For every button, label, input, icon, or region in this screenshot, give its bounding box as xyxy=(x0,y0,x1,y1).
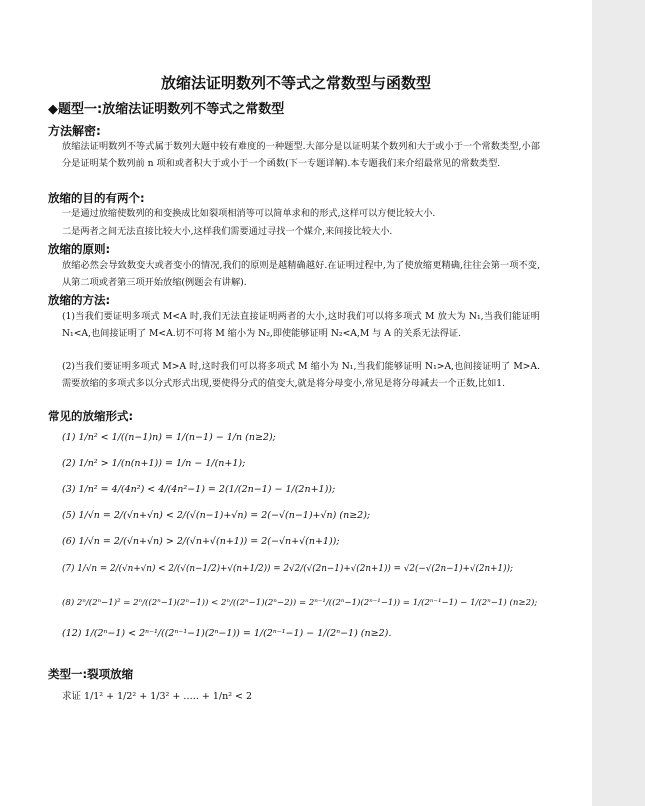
page-title: 放缩法证明数列不等式之常数型与函数型 xyxy=(160,74,431,92)
formula-6: (6) 1/√n = 2/(√n+√n) > 2/(√n+√(n+1)) = 2(−√n+√(n+1)); xyxy=(62,536,340,547)
purpose-line-1: 一是通过放缩使数列的和变换成比如裂项相消等可以简单求和的形式,这样可以方便比较大小. xyxy=(62,208,436,219)
formula-12: (12) 1/(2ⁿ−1) < 2ⁿ⁻¹/((2ⁿ⁻¹−1)(2ⁿ−1)) = 1/(2ⁿ⁻¹−1) − 1/(2ⁿ−1) (n≥2). xyxy=(62,628,392,639)
method-heading: 方法解密: xyxy=(48,124,101,138)
principle-heading: 放缩的原则: xyxy=(48,242,111,256)
principle-text: 放缩必然会导致数变大或者变小的情况,我们的原则是越精确越好.在证明过程中,为了使放缩更精确,往往会第一项不变,从第二项或者第三项开始放缩(例题会有讲解). xyxy=(62,260,540,288)
formula-8: (8) 2ⁿ/(2ⁿ−1)² = 2ⁿ/((2ⁿ−1)(2ⁿ−1)) < 2ⁿ/((2ⁿ−1)(2ⁿ−2)) = 2ⁿ⁻¹/((2ⁿ−1)(2ⁿ⁻¹−1)) = 1/(2ⁿ⁻¹−1) − 1/(2ⁿ−1) (n≥2); xyxy=(62,598,538,608)
common-forms-heading: 常见的放缩形式: xyxy=(48,409,134,423)
purpose-line-2: 二是两者之间无法直接比较大小,这样我们需要通过寻找一个媒介,来间接比较大小. xyxy=(62,226,393,237)
formula-3: (3) 1/n² = 4/(4n²) < 4/(4n²−1) = 2(1/(2n−1) − 1/(2n+1)); xyxy=(62,484,336,495)
formula-5: (5) 1/√n = 2/(√n+√n) < 2/(√(n−1)+√n) = 2(−√(n−1)+√n) (n≥2); xyxy=(62,510,371,521)
approach-paragraph-2: (2)当我们要证明多项式 M>A 时,这时我们可以将多项式 M 缩小为 N₁,当我们能够证明 N₁>A,也间接证明了 M>A.需要放缩的多项式多以分式形式出现,要使得分式的值变大,就是将分母变小,常见是将分母减去一个正数,比如1. xyxy=(62,361,540,389)
formula-7: (7) 1/√n = 2/(√n+√n) < 2/(√(n−1/2)+√(n+1/2)) = 2√2/(√(2n−1)+√(2n+1)) = √2(−√(2n−1)+√(2n+1)); xyxy=(62,564,513,574)
right-margin-gutter xyxy=(592,0,645,806)
formula-1: (1) 1/n² < 1/((n−1)n) = 1/(n−1) − 1/n (n≥2); xyxy=(62,432,276,443)
purpose-heading: 放缩的目的有两个: xyxy=(48,191,145,205)
section-heading: ◆题型一:放缩法证明数列不等式之常数型 xyxy=(48,102,285,117)
method-text: 放缩法证明数列不等式属于数列大题中较有难度的一种题型.大部分是以证明某个数列和大于或小于一个常数类型,小部分是证明某个数列前 n 项和或者积大于或小于一个函数(下一专题详解).本专题我们来介绍最常见的常数类型. xyxy=(62,141,540,169)
formula-2: (2) 1/n² > 1/(n(n+1)) = 1/n − 1/(n+1); xyxy=(62,458,246,469)
approach-paragraph-1: (1)当我们要证明多项式 M<A 时,我们无法直接证明两者的大小,这时我们可以将多项式 M 放大为 N₁,当我们能证明 N₁<A,也间接证明了 M<A.切不可将 M 缩小为 N₂,即使能够证明 N₂<A,M 与 A 的关系无法得证. xyxy=(62,311,540,339)
problem-statement: 求证 1/1² + 1/2² + 1/3² + ….. + 1/n² < 2 xyxy=(62,691,253,702)
type-heading: 类型一:裂项放缩 xyxy=(48,667,134,681)
approach-heading: 放缩的方法: xyxy=(48,293,111,307)
